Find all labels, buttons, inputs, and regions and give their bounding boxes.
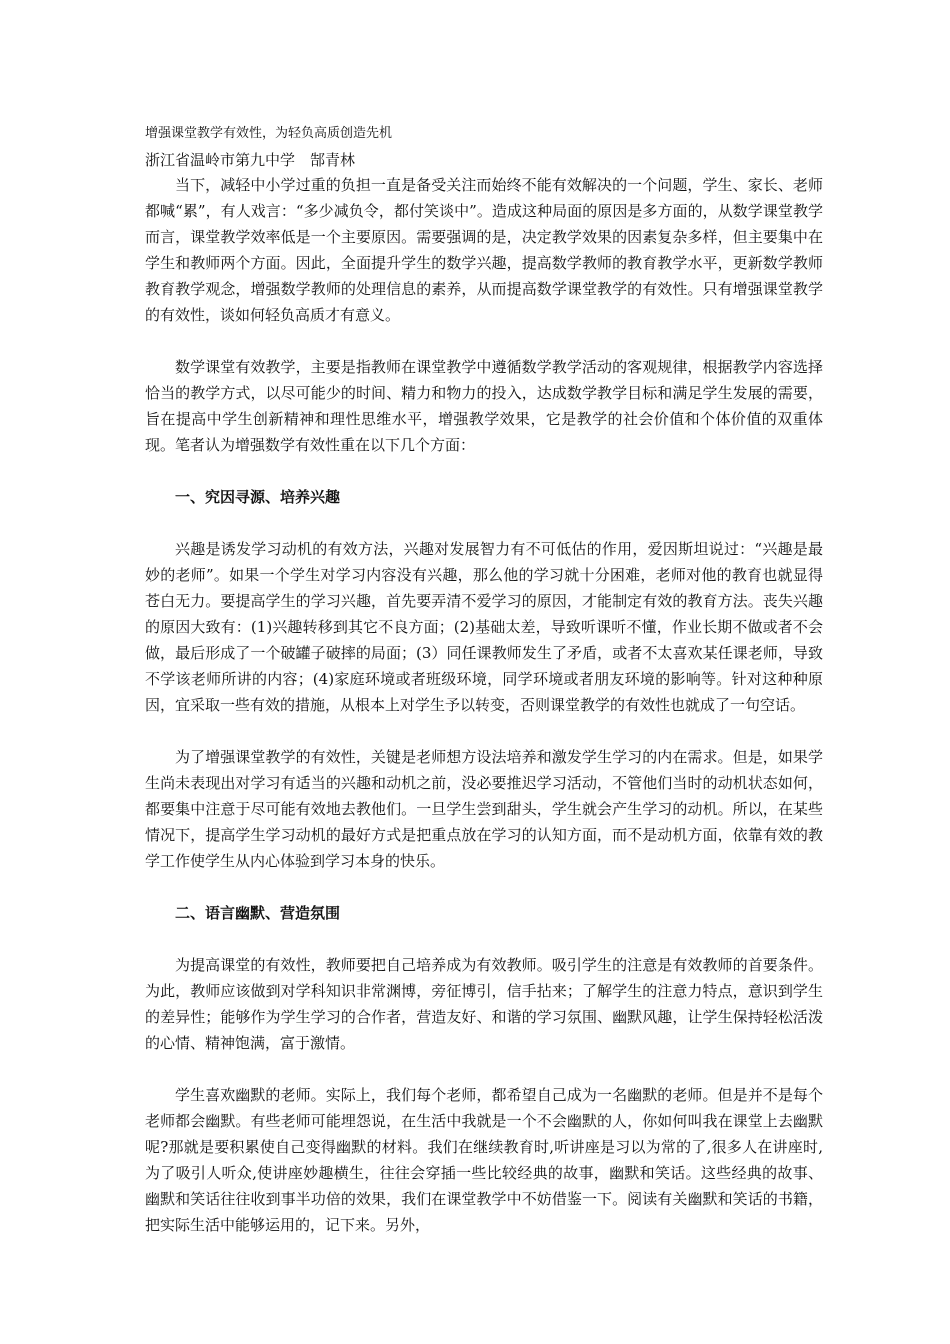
paragraph-spacer bbox=[145, 458, 823, 484]
paragraph-spacer bbox=[145, 510, 823, 536]
body-paragraph: 当下，减轻中小学过重的负担一直是备受关注而始终不能有效解决的一个问题，学生、家长、老师都喊“累”，有人戏言：“多少减负令，都付笑谈中”。造成这种局面的原因是多方面的，从数学课堂教学而言，课堂教学效率低是一个主要原因。需要强调的是，决定教学效果的因素复杂多样，但主要集中在学生和教师两个方面。因此，全面提升学生的数学兴趣，提高数学教师的教育教学水平，更新数学教师教育教学观念，增强数学教师的处理信息的素养，从而提高数学课堂教学的有效性。只有增强课堂教学的有效性，谈如何轻负高质才有意义。 bbox=[145, 176, 823, 324]
section-heading: 二、语言幽默、营造氛围 bbox=[175, 904, 341, 922]
document-page bbox=[145, 122, 823, 1238]
author-line: 浙江省温岭市第九中学 郜青林 bbox=[145, 151, 356, 169]
paragraph-spacer bbox=[145, 718, 823, 744]
body-paragraph: 为提高课堂的有效性，教师要把自己培养成为有效教师。吸引学生的注意是有效教师的首要条件。为此，教师应该做到对学科知识非常渊博，旁征博引，信手拈来；了解学生的注意力特点，意识到学生的差异性；能够作为学生学习的合作者，营造友好、和谐的学习氛围、幽默风趣，让学生保持轻松活泼的心情、精神饱满，富于激情。 bbox=[145, 956, 823, 1052]
paragraph-spacer bbox=[145, 874, 823, 900]
body-paragraph: 为了增强课堂教学的有效性，关键是老师想方设法培养和激发学生学习的内在需求。但是，如果学生尚未表现出对学习有适当的兴趣和动机之前，没必要推迟学习活动，不管他们当时的动机状态如何，都要集中注意于尽可能有效地去教他们。一旦学生尝到甜头，学生就会产生学习的动机。所以，在某些情况下，提高学生学习动机的最好方式是把重点放在学习的认知方面，而不是动机方面，依靠有效的教学工作使学生从内心体验到学习本身的快乐。 bbox=[145, 748, 823, 870]
paragraph-spacer bbox=[145, 328, 823, 354]
body-paragraph: 学生喜欢幽默的老师。实际上，我们每个老师，都希望自己成为一名幽默的老师。但是并不是每个老师都会幽默。有些老师可能埋怨说，在生活中我就是一个不会幽默的人，你如何叫我在课堂上去幽默呢?那就是要积累使自己变得幽默的材料。我们在继续教育时,听讲座是习以为常的了,很多人在讲座时,为了吸引人听众,使讲座妙趣横生，往往会穿插一些比较经典的故事，幽默和笑话。这些经典的故事、幽默和笑话往往收到事半功倍的效果，我们在课堂教学中不妨借鉴一下。阅读有关幽默和笑话的书籍，把实际生活中能够运用的，记下来。另外， bbox=[145, 1086, 823, 1234]
paragraph-spacer bbox=[145, 1056, 823, 1082]
document-title: 增强课堂教学有效性，为轻负高质创造先机 bbox=[145, 126, 393, 141]
body-paragraph: 数学课堂有效教学，主要是指教师在课堂教学中遵循数学教学活动的客观规律，根据教学内容选择恰当的教学方式，以尽可能少的时间、精力和物力的投入，达成数学教学目标和满足学生发展的需要，旨在提高中学生创新精神和理性思维水平，增强教学效果，它是教学的社会价值和个体价值的双重体现。笔者认为增强数学有效性重在以下几个方面： bbox=[145, 358, 823, 454]
paragraph-spacer bbox=[145, 926, 823, 952]
body-paragraph: 兴趣是诱发学习动机的有效方法，兴趣对发展智力有不可低估的作用，爱因斯坦说过：“兴趣是最妙的老师”。如果一个学生对学习内容没有兴趣，那么他的学习就十分困难，老师对他的教育也就显得苍白无力。要提高学生的学习兴趣，首先要弄清不爱学习的原因，才能制定有效的教育方法。丧失兴趣的原因大致有：(1)兴趣转移到其它不良方面；(2)基础太差，导致听课听不懂，作业长期不做或者不会做，最后形成了一个破罐子破摔的局面；(3）同任课教师发生了矛盾，或者不太喜欢某任课老师，导致不学该老师所讲的内容；(4)家庭环境或者班级环境，同学环境或者朋友环境的影响等。针对这种种原因，宜采取一些有效的措施，从根本上对学生予以转变，否则课堂教学的有效性也就成了一句空话。 bbox=[145, 540, 823, 714]
section-heading: 一、究因寻源、培养兴趣 bbox=[175, 488, 341, 506]
